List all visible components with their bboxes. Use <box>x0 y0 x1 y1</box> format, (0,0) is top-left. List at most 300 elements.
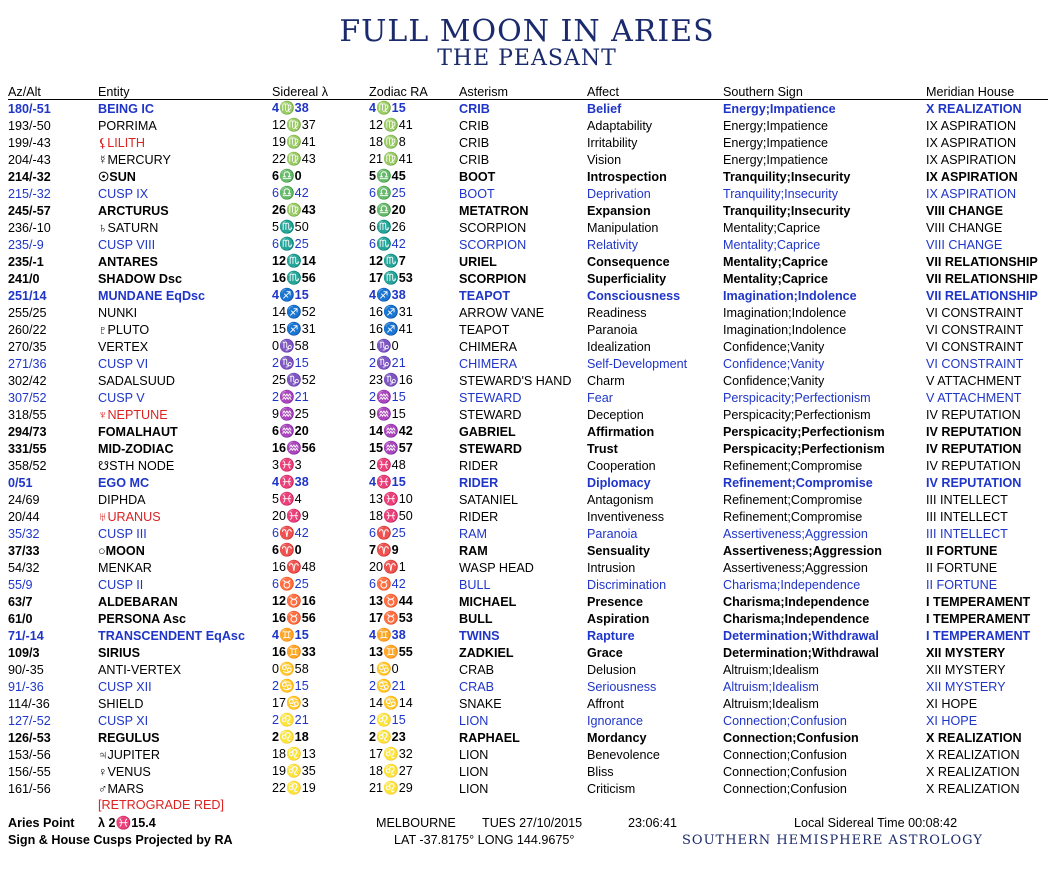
asterism-cell: RAM <box>459 526 487 541</box>
meridian-house-cell: XII MYSTERY <box>926 662 1006 677</box>
brand: SOUTHERN HEMISPHERE ASTROLOGY <box>682 833 983 848</box>
az-alt-cell: 153/-56 <box>8 747 51 762</box>
table-row <box>8 117 1048 134</box>
table-row <box>8 593 1048 610</box>
az-alt-cell: 245/-57 <box>8 203 51 218</box>
asterism-cell: SCORPION <box>459 237 527 252</box>
az-alt-cell: 235/-1 <box>8 254 44 269</box>
column-header: Meridian House <box>926 84 1048 100</box>
zodiac-ra-cell: 2♌23 <box>369 730 406 744</box>
meridian-house-cell: VI CONSTRAINT <box>926 339 1024 354</box>
sidereal-cell: 22♌19 <box>272 781 316 795</box>
location: MELBOURNE <box>376 816 456 830</box>
southern-sign-cell: Imagination;Indolence <box>723 288 857 303</box>
az-alt-cell: 204/-43 <box>8 152 51 167</box>
affect-cell: Sensuality <box>587 543 650 558</box>
sidereal-cell: 26♍43 <box>272 203 316 217</box>
az-alt-cell: 63/7 <box>8 594 33 609</box>
entity-cell: PERSONA Asc <box>98 611 186 626</box>
affect-cell: Antagonism <box>587 492 654 507</box>
zodiac-ra-cell: 14♒42 <box>369 424 413 438</box>
entity-cell: CUSP XI <box>98 713 149 728</box>
affect-cell: Cooperation <box>587 458 656 473</box>
southern-sign-cell: Imagination;Indolence <box>723 322 847 337</box>
az-alt-cell: 307/52 <box>8 390 47 405</box>
sidereal-cell: 5♓4 <box>272 492 302 506</box>
southern-sign-cell: Charisma;Independence <box>723 611 870 626</box>
table-row <box>8 406 1048 423</box>
table-row <box>8 610 1048 627</box>
meridian-house-cell: XII MYSTERY <box>926 645 1006 660</box>
affect-cell: Irritability <box>587 135 638 150</box>
entity-cell: SIRIUS <box>98 645 140 660</box>
az-alt-cell: 35/32 <box>8 526 40 541</box>
table-row <box>8 457 1048 474</box>
entity-cell: ♆NEPTUNE <box>98 407 168 422</box>
table-row <box>8 202 1048 219</box>
affect-cell: Ignorance <box>587 713 644 728</box>
retrograde-note: [RETROGRADE RED] <box>98 798 224 812</box>
zodiac-ra-cell: 18♓50 <box>369 509 413 523</box>
meridian-house-cell: X REALIZATION <box>926 781 1020 796</box>
meridian-house-cell: II FORTUNE <box>926 543 998 558</box>
sidereal-cell: 2♋15 <box>272 679 309 693</box>
southern-sign-cell: Mentality;Caprice <box>723 237 821 252</box>
az-alt-cell: 90/-35 <box>8 662 44 677</box>
meridian-house-cell: IX ASPIRATION <box>926 169 1018 184</box>
az-alt-cell: 20/44 <box>8 509 40 524</box>
column-header: Asterism <box>459 84 587 100</box>
sidereal-cell: 25♑52 <box>272 373 316 387</box>
asterism-cell: SCORPION <box>459 271 527 286</box>
southern-sign-cell: Perspicacity;Perfectionism <box>723 407 871 422</box>
meridian-house-cell: VII RELATIONSHIP <box>926 254 1038 269</box>
zodiac-ra-cell: 1♋0 <box>369 662 399 676</box>
southern-sign-cell: Perspicacity;Perfectionism <box>723 441 885 456</box>
zodiac-ra-cell: 20♈1 <box>369 560 406 574</box>
page-title: FULL MOON IN ARIES <box>339 14 715 49</box>
table-row <box>8 219 1048 236</box>
sidereal-cell: 0♋58 <box>272 662 309 676</box>
sidereal-cell: 19♍41 <box>272 135 316 149</box>
entity-cell: ♄SATURN <box>98 220 159 235</box>
meridian-house-cell: VIII CHANGE <box>926 237 1003 252</box>
az-alt-cell: 235/-9 <box>8 237 44 252</box>
zodiac-ra-cell: 16♐41 <box>369 322 413 336</box>
asterism-cell: TEAPOT <box>459 322 510 337</box>
meridian-house-cell: IV REPUTATION <box>926 475 1022 490</box>
southern-sign-cell: Confidence;Vanity <box>723 373 825 388</box>
zodiac-ra-cell: 4♍15 <box>369 101 406 115</box>
sidereal-cell: 6♎0 <box>272 169 302 183</box>
cusps-note: Sign & House Cusps Projected by RA <box>8 833 233 847</box>
table-row <box>8 763 1048 780</box>
zodiac-ra-cell: 4♐38 <box>369 288 406 302</box>
sidereal-cell: 6♈0 <box>272 543 302 557</box>
column-header: Southern Sign <box>723 84 926 100</box>
affect-cell: Grace <box>587 645 623 660</box>
sidereal-cell: 2♌18 <box>272 730 309 744</box>
sidereal-cell: 16♉56 <box>272 611 316 625</box>
zodiac-ra-cell: 13♓10 <box>369 492 413 506</box>
entity-cell: ANTI-VERTEX <box>98 662 182 677</box>
entity-cell: DIPHDA <box>98 492 146 507</box>
meridian-house-cell: XI HOPE <box>926 713 978 728</box>
entity-cell: CUSP IX <box>98 186 149 201</box>
entity-cell: MID-ZODIAC <box>98 441 174 456</box>
southern-sign-cell: Tranquility;Insecurity <box>723 203 851 218</box>
asterism-cell: STEWARD <box>459 390 522 405</box>
entity-cell: CUSP III <box>98 526 147 541</box>
az-alt-cell: 109/3 <box>8 645 40 660</box>
meridian-house-cell: III INTELLECT <box>926 492 1008 507</box>
table-row <box>8 321 1048 338</box>
zodiac-ra-cell: 4♓15 <box>369 475 406 489</box>
asterism-cell: URIEL <box>459 254 497 269</box>
table-row <box>8 474 1048 491</box>
asterism-cell: SCORPION <box>459 220 527 235</box>
zodiac-ra-cell: 6♏42 <box>369 237 406 251</box>
affect-cell: Diplomacy <box>587 475 651 490</box>
entity-cell: ☋STH NODE <box>98 459 175 473</box>
zodiac-ra-cell: 17♏53 <box>369 271 413 285</box>
meridian-house-cell: V ATTACHMENT <box>926 390 1022 405</box>
sidereal-cell: 4♊15 <box>272 628 309 642</box>
southern-sign-cell: Refinement;Compromise <box>723 509 863 524</box>
zodiac-ra-cell: 1♑0 <box>369 339 399 353</box>
sidereal-cell: 14♐52 <box>272 305 316 319</box>
entity-cell: NUNKI <box>98 305 138 320</box>
date: TUES 27/10/2015 <box>482 816 583 830</box>
table-row <box>8 423 1048 440</box>
zodiac-ra-cell: 12♍41 <box>369 118 413 132</box>
ephemeris-table <box>8 84 1048 797</box>
page-subtitle: THE PEASANT <box>437 46 617 71</box>
entity-cell: EGO MC <box>98 475 150 490</box>
southern-sign-cell: Refinement;Compromise <box>723 475 873 490</box>
entity-cell: ⚸LILITH <box>98 136 146 150</box>
asterism-cell: LION <box>459 781 489 796</box>
meridian-house-cell: IV REPUTATION <box>926 407 1021 422</box>
asterism-cell: TEAPOT <box>459 288 511 303</box>
sidereal-cell: 6♎42 <box>272 186 309 200</box>
affect-cell: Benevolence <box>587 747 660 762</box>
meridian-house-cell: I TEMPERAMENT <box>926 594 1031 609</box>
asterism-cell: RAPHAEL <box>459 730 520 745</box>
affect-cell: Superficiality <box>587 271 667 286</box>
affect-cell: Adaptability <box>587 118 653 133</box>
zodiac-ra-cell: 15♒57 <box>369 441 413 455</box>
asterism-cell: METATRON <box>459 203 529 218</box>
southern-sign-cell: Energy;Impatience <box>723 135 829 150</box>
zodiac-ra-cell: 6♉42 <box>369 577 406 591</box>
entity-cell: ☉SUN <box>98 170 136 184</box>
az-alt-cell: 260/22 <box>8 322 47 337</box>
sidereal-cell: 22♍43 <box>272 152 316 166</box>
entity-cell: ♇PLUTO <box>98 322 150 337</box>
sidereal-cell: 19♌35 <box>272 764 316 778</box>
meridian-house-cell: VII RELATIONSHIP <box>926 271 1038 286</box>
meridian-house-cell: VIII CHANGE <box>926 220 1003 235</box>
affect-cell: Consciousness <box>587 288 681 303</box>
local-sidereal-time: Local Sidereal Time 00:08:42 <box>794 816 958 830</box>
asterism-cell: CRIB <box>459 135 490 150</box>
az-alt-cell: 114/-36 <box>8 696 50 711</box>
meridian-house-cell: X REALIZATION <box>926 730 1022 745</box>
entity-cell: SADALSUUD <box>98 373 175 388</box>
asterism-cell: LION <box>459 764 489 779</box>
affect-cell: Deprivation <box>587 186 651 201</box>
meridian-house-cell: II FORTUNE <box>926 560 998 575</box>
sidereal-cell: 6♏25 <box>272 237 309 251</box>
southern-sign-cell: Confidence;Vanity <box>723 339 825 354</box>
table-row <box>8 338 1048 355</box>
az-alt-cell: 358/52 <box>8 458 47 473</box>
table-row <box>8 644 1048 661</box>
meridian-house-cell: XI HOPE <box>926 696 978 711</box>
affect-cell: Aspiration <box>587 611 650 626</box>
meridian-house-cell: II FORTUNE <box>926 577 998 592</box>
asterism-cell: CRAB <box>459 679 494 694</box>
table-row <box>8 151 1048 168</box>
column-header: Affect <box>587 84 723 100</box>
affect-cell: Consequence <box>587 254 670 269</box>
table-row <box>8 287 1048 304</box>
az-alt-cell: 331/55 <box>8 441 47 456</box>
southern-sign-cell: Connection;Confusion <box>723 730 859 745</box>
zodiac-ra-cell: 2♑21 <box>369 356 406 370</box>
asterism-cell: BOOT <box>459 169 496 184</box>
southern-sign-cell: Altruism;Idealism <box>723 696 819 711</box>
affect-cell: Relativity <box>587 237 639 252</box>
entity-cell: CUSP VI <box>98 356 149 371</box>
table-row <box>8 559 1048 576</box>
meridian-house-cell: XII MYSTERY <box>926 679 1006 694</box>
southern-sign-cell: Mentality;Caprice <box>723 220 821 235</box>
table-row <box>8 168 1048 185</box>
asterism-cell: CRIB <box>459 118 490 133</box>
az-alt-cell: 294/73 <box>8 424 47 439</box>
az-alt-cell: 271/36 <box>8 356 47 371</box>
table-row <box>8 389 1048 406</box>
sidereal-cell: 6♒20 <box>272 424 309 438</box>
affect-cell: Delusion <box>587 662 637 677</box>
meridian-house-cell: X REALIZATION <box>926 101 1022 116</box>
az-alt-cell: 318/55 <box>8 407 47 422</box>
affect-cell: Paranoia <box>587 322 638 337</box>
southern-sign-cell: Assertiveness;Aggression <box>723 543 882 558</box>
az-alt-cell: 180/-51 <box>8 101 51 116</box>
meridian-house-cell: VI CONSTRAINT <box>926 356 1024 371</box>
meridian-house-cell: X REALIZATION <box>926 747 1020 762</box>
southern-sign-cell: Connection;Confusion <box>723 781 847 796</box>
asterism-cell: STEWARD <box>459 441 522 456</box>
asterism-cell: RIDER <box>459 509 499 524</box>
asterism-cell: LION <box>459 713 489 728</box>
affect-cell: Bliss <box>587 764 614 779</box>
meridian-house-cell: IX ASPIRATION <box>926 186 1017 201</box>
az-alt-cell: 236/-10 <box>8 220 51 235</box>
az-alt-cell: 91/-36 <box>8 679 44 694</box>
meridian-house-cell: X REALIZATION <box>926 764 1020 779</box>
meridian-house-cell: IX ASPIRATION <box>926 152 1017 167</box>
southern-sign-cell: Altruism;Idealism <box>723 662 819 677</box>
table-row <box>8 355 1048 372</box>
entity-cell: ♂MARS <box>98 781 144 796</box>
southern-sign-cell: Charisma;Independence <box>723 594 870 609</box>
affect-cell: Introspection <box>587 169 667 184</box>
meridian-house-cell: V ATTACHMENT <box>926 373 1022 388</box>
aries-point-label: Aries Point <box>8 816 75 830</box>
sidereal-cell: 16♒56 <box>272 441 316 455</box>
az-alt-cell: 199/-43 <box>8 135 51 150</box>
zodiac-ra-cell: 4♊38 <box>369 628 406 642</box>
entity-cell: SHIELD <box>98 696 144 711</box>
zodiac-ra-cell: 5♎45 <box>369 169 406 183</box>
sidereal-cell: 20♓9 <box>272 509 309 523</box>
sidereal-cell: 12♉16 <box>272 594 316 608</box>
sidereal-cell: 18♌13 <box>272 747 316 761</box>
zodiac-ra-cell: 6♈25 <box>369 526 406 540</box>
entity-cell: ♃JUPITER <box>98 747 160 762</box>
table-row <box>8 372 1048 389</box>
asterism-cell: SATANIEL <box>459 492 519 507</box>
asterism-cell: LION <box>459 747 489 762</box>
southern-sign-cell: Connection;Confusion <box>723 764 847 779</box>
az-alt-cell: 270/35 <box>8 339 47 354</box>
zodiac-ra-cell: 14♋14 <box>369 696 413 710</box>
asterism-cell: RIDER <box>459 458 499 473</box>
az-alt-cell: 302/42 <box>8 373 47 388</box>
entity-cell: MENKAR <box>98 560 152 575</box>
asterism-cell: MICHAEL <box>459 594 517 609</box>
southern-sign-cell: Assertiveness;Aggression <box>723 526 868 541</box>
table-row <box>8 100 1048 118</box>
affect-cell: Self-Development <box>587 356 688 371</box>
table-row <box>8 134 1048 151</box>
table-row <box>8 729 1048 746</box>
southern-sign-cell: Connection;Confusion <box>723 713 847 728</box>
asterism-cell: SNAKE <box>459 696 502 711</box>
sidereal-cell: 16♏56 <box>272 271 316 285</box>
table-row <box>8 304 1048 321</box>
sidereal-cell: 16♈48 <box>272 560 316 574</box>
affect-cell: Presence <box>587 594 644 609</box>
entity-cell: REGULUS <box>98 730 160 745</box>
southern-sign-cell: Altruism;Idealism <box>723 679 819 694</box>
zodiac-ra-cell: 2♌15 <box>369 713 406 727</box>
zodiac-ra-cell: 18♍8 <box>369 135 406 149</box>
entity-cell: ○MOON <box>98 543 145 558</box>
meridian-house-cell: VI CONSTRAINT <box>926 322 1024 337</box>
meridian-house-cell: VIII CHANGE <box>926 203 1003 218</box>
entity-cell: PORRIMA <box>98 118 157 133</box>
zodiac-ra-cell: 12♏7 <box>369 254 406 268</box>
entity-cell: TRANSCENDENT EqAsc <box>98 628 245 643</box>
az-alt-cell: 193/-50 <box>8 118 51 133</box>
asterism-cell: CRIB <box>459 152 490 167</box>
meridian-house-cell: I TEMPERAMENT <box>926 628 1031 643</box>
meridian-house-cell: VII RELATIONSHIP <box>926 288 1038 303</box>
meridian-house-cell: III INTELLECT <box>926 526 1008 541</box>
table-row <box>8 780 1048 797</box>
entity-cell: ☿MERCURY <box>98 152 171 167</box>
table-row <box>8 525 1048 542</box>
southern-sign-cell: Energy;Impatience <box>723 152 829 167</box>
asterism-cell: STEWARD <box>459 407 522 422</box>
zodiac-ra-cell: 13♉44 <box>369 594 413 608</box>
meridian-house-cell: I TEMPERAMENT <box>926 611 1031 626</box>
column-header: Sidereal λ <box>272 84 369 100</box>
meridian-house-cell: III INTELLECT <box>926 509 1008 524</box>
table-row <box>8 576 1048 593</box>
sidereal-cell: 5♏50 <box>272 220 309 234</box>
zodiac-ra-cell: 23♑16 <box>369 373 413 387</box>
southern-sign-cell: Determination;Withdrawal <box>723 628 879 643</box>
sidereal-cell: 15♐31 <box>272 322 316 336</box>
az-alt-cell: 127/-52 <box>8 713 51 728</box>
entity-cell: ARCTURUS <box>98 203 169 218</box>
zodiac-ra-cell: 8♎20 <box>369 203 406 217</box>
table-row <box>8 270 1048 287</box>
affect-cell: Rapture <box>587 628 635 643</box>
sidereal-cell: 4♍38 <box>272 101 309 115</box>
sidereal-cell: 3♓3 <box>272 458 302 472</box>
coordinates: LAT -37.8175° LONG 144.9675° <box>394 833 575 847</box>
table-row <box>8 661 1048 678</box>
affect-cell: Manipulation <box>587 220 659 235</box>
table-header <box>8 84 1048 100</box>
entity-cell: CUSP VIII <box>98 237 156 252</box>
entity-cell: ♅URANUS <box>98 509 161 524</box>
meridian-house-cell: IX ASPIRATION <box>926 118 1017 133</box>
sidereal-cell: 6♈42 <box>272 526 309 540</box>
sidereal-cell: 16♊33 <box>272 645 316 659</box>
entity-cell: CUSP II <box>98 577 144 592</box>
sidereal-cell: 12♍37 <box>272 118 316 132</box>
table-row <box>8 746 1048 763</box>
az-alt-cell: 156/-55 <box>8 764 51 779</box>
asterism-cell: ARROW VANE <box>459 305 545 320</box>
az-alt-cell: 214/-32 <box>8 169 51 184</box>
zodiac-ra-cell: 2♓48 <box>369 458 406 472</box>
affect-cell: Mordancy <box>587 730 647 745</box>
southern-sign-cell: Determination;Withdrawal <box>723 645 879 660</box>
asterism-cell: BOOT <box>459 186 495 201</box>
az-alt-cell: 24/69 <box>8 492 40 507</box>
zodiac-ra-cell: 17♌32 <box>369 747 413 761</box>
asterism-cell: CHIMERA <box>459 339 518 354</box>
southern-sign-cell: Mentality;Caprice <box>723 254 828 269</box>
table-row <box>8 440 1048 457</box>
meridian-house-cell: IX ASPIRATION <box>926 135 1017 150</box>
affect-cell: Deception <box>587 407 644 422</box>
entity-cell: CUSP XII <box>98 679 152 694</box>
entity-cell: VERTEX <box>98 339 149 354</box>
az-alt-cell: 241/0 <box>8 271 40 286</box>
entity-cell: CUSP V <box>98 390 145 405</box>
entity-cell: BEING IC <box>98 101 154 116</box>
affect-cell: Criticism <box>587 781 636 796</box>
meridian-house-cell: IV REPUTATION <box>926 441 1022 456</box>
asterism-cell: CRIB <box>459 101 490 116</box>
asterism-cell: GABRIEL <box>459 424 516 439</box>
southern-sign-cell: Perspicacity;Perfectionism <box>723 424 885 439</box>
az-alt-cell: 61/0 <box>8 611 33 626</box>
sidereal-cell: 12♏14 <box>272 254 316 268</box>
zodiac-ra-cell: 6♎25 <box>369 186 406 200</box>
zodiac-ra-cell: 2♋21 <box>369 679 406 693</box>
